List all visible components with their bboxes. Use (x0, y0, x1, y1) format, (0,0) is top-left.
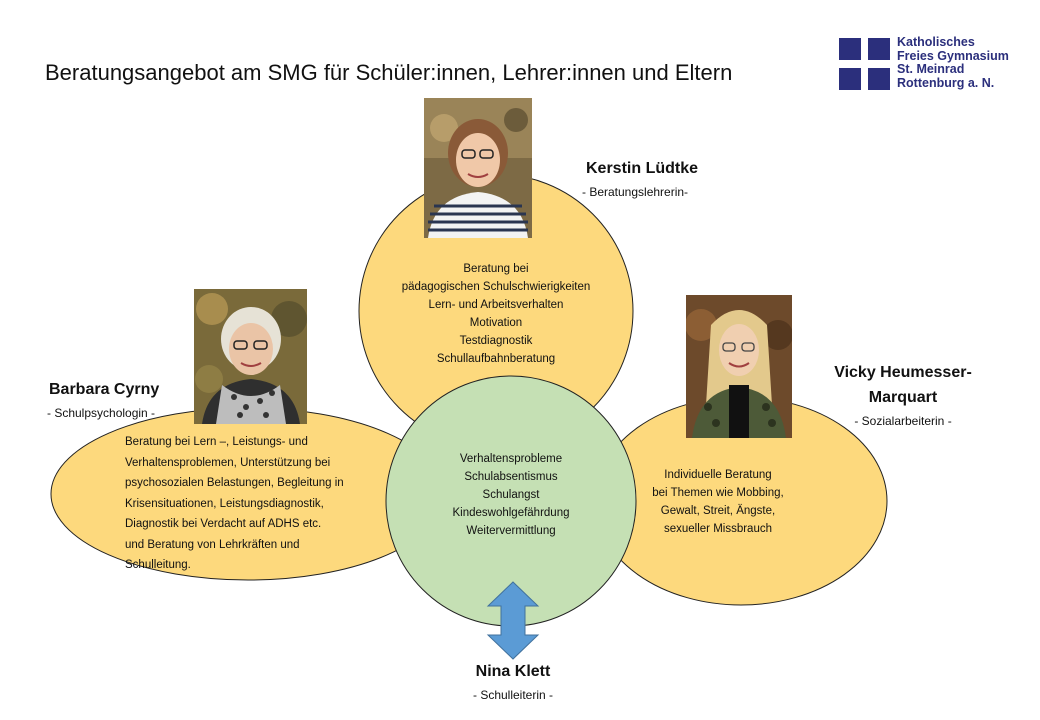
topics-center (416, 450, 606, 540)
topic-line: Diagnostik bei Verdacht auf ADHS etc. (125, 518, 322, 530)
topic-line: Gewalt, Streit, Ängste, (660, 505, 776, 517)
topic-line: Motivation (469, 317, 523, 329)
name-kerstin: Kerstin Lüdtke (586, 160, 699, 177)
school-logo-icon (839, 38, 891, 90)
name-nina: Nina Klett (475, 663, 551, 680)
topic-line: Beratung bei (463, 263, 529, 275)
topic-line: Schulabsentismus (464, 471, 558, 483)
logo-line: St. Meinrad (897, 62, 965, 76)
topic-line: Kindeswohlgefährdung (452, 507, 570, 519)
logo-line: Freies Gymnasium (897, 48, 1009, 63)
role-vicky: - Sozialarbeiterin - (854, 414, 952, 428)
topic-line: Verhaltensprobleme (459, 453, 563, 465)
page-title: Beratungsangebot am SMG für Schüler:innen, Lehrer:innen und Eltern (45, 60, 733, 85)
topic-line: Verhaltensproblemen, Unterstützung bei (125, 456, 331, 469)
topic-line: bei Themen wie Mobbing, (652, 487, 784, 499)
topic-line: pädagogischen Schulschwierigkeiten (401, 281, 591, 293)
topic-line: Beratung bei Lern –, Leistungs- und (125, 436, 308, 448)
role-nina: - Schulleiterin - (472, 688, 554, 702)
topic-line: Weitervermittlung (466, 525, 556, 537)
photo-vicky (686, 295, 792, 438)
topics-barbara (125, 432, 385, 576)
role-barbara: - Schulpsychologin - (47, 406, 156, 420)
logo-line: Katholisches (897, 35, 975, 49)
topic-line: und Beratung von Lehrkräften und (125, 538, 300, 551)
school-logo-text (897, 36, 1009, 90)
topics-vicky (628, 466, 808, 538)
topics-kerstin (366, 260, 626, 368)
photo-kerstin (424, 98, 532, 238)
topic-line: Lern- und Arbeitsverhalten (428, 299, 564, 311)
name-vicky-line1: Vicky Heumesser- (834, 364, 972, 381)
topic-line: sexueller Missbrauch (663, 523, 772, 535)
topic-line: Krisensituationen, Leistungsdiagnostik, (125, 497, 324, 510)
topic-line: Schulleitung. (125, 559, 191, 571)
topic-line: Testdiagnostik (459, 335, 533, 347)
logo-line: Rottenburg a. N. (897, 75, 995, 90)
name-barbara: Barbara Cyrny (49, 381, 160, 398)
topic-line: Schullaufbahnberatung (436, 353, 556, 365)
topic-line: Individuelle Beratung (664, 469, 772, 481)
name-vicky-line2: Marquart (868, 389, 938, 406)
topic-line: psychosozialen Belastungen, Begleitung in (125, 477, 344, 489)
topic-line: Schulangst (482, 489, 540, 501)
role-kerstin: - Beratungslehrerin- (582, 185, 689, 199)
photo-barbara (194, 289, 307, 424)
